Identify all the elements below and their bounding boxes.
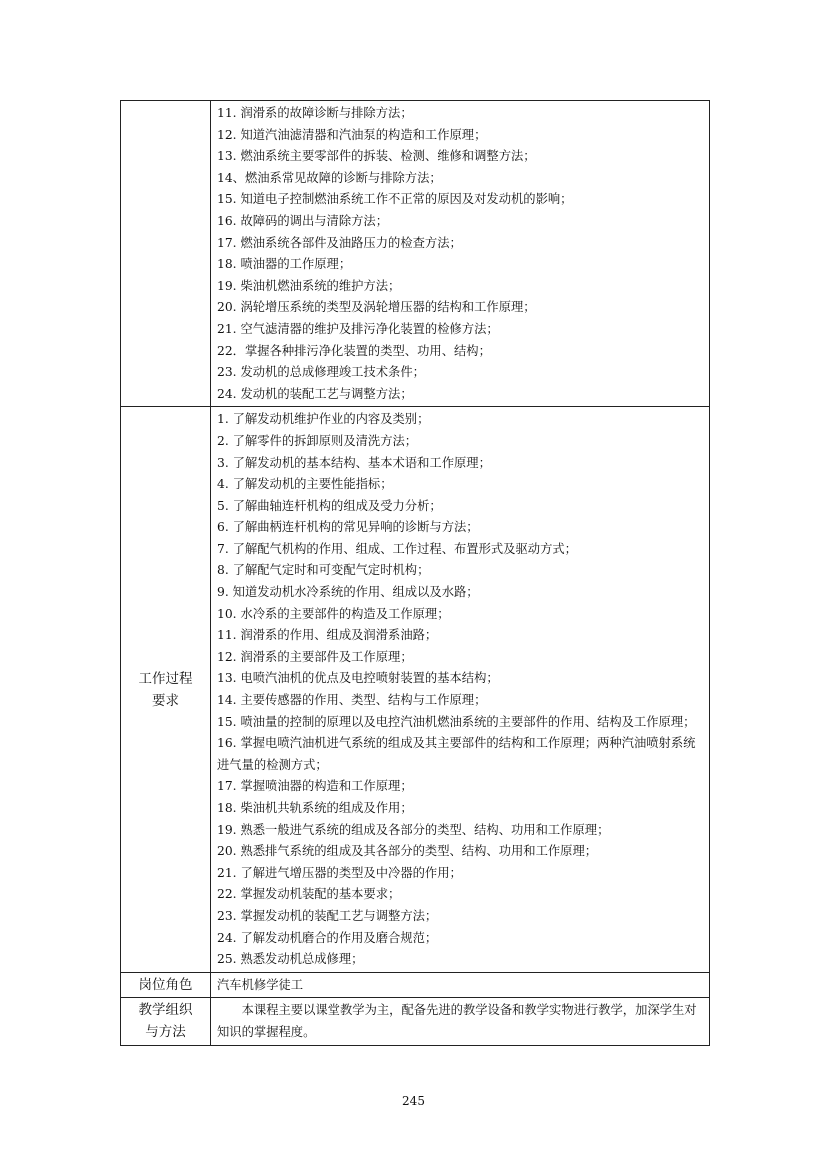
list-item: 18. 喷油器的工作原理；: [217, 257, 352, 272]
list-item: 8. 了解配气定时和可变配气定时机构；: [217, 563, 430, 578]
list-item: 1. 了解发动机维护作业的内容及类别；: [217, 412, 430, 427]
label-line: 与方法: [145, 1024, 186, 1041]
list-item: 13. 电喷汽油机的优点及电控喷射装置的基本结构；: [217, 671, 499, 686]
table-row-work-process: [121, 407, 710, 972]
list-item: 5. 了解曲轴连杆机构的组成及受力分析；: [217, 498, 442, 513]
label-line: 教学组织: [138, 1002, 193, 1019]
label-cell-teaching-method: [121, 998, 211, 1045]
table-row-teaching-method: [121, 998, 710, 1045]
list-item: 19. 柴油机燃油系统的维护方法；: [217, 278, 401, 293]
content-cell-continued-items: [211, 101, 710, 407]
list-item: 24. 发动机的装配工艺与调整方法；: [217, 386, 413, 401]
list-item: 20. 熟悉排气系统的组成及其各部分的类型、结构、功用和工作原理；: [217, 844, 598, 859]
label-cell-role: 岗位角色: [121, 972, 211, 998]
list-item: 11. 润滑系的故障诊断与排除方法；: [217, 106, 413, 120]
list-item: 25. 熟悉发动机总成修理；: [217, 952, 364, 967]
list-item: 22. 掌握发动机装配的基本要求；: [217, 887, 401, 902]
list-item: 13. 燃油系统主要零部件的拆装、检测、维修和调整方法；: [217, 149, 536, 164]
list-item: 23. 掌握发动机的装配工艺与调整方法；: [217, 908, 438, 923]
role-value: 汽车机修学徒工: [217, 977, 304, 992]
list-item: 3. 了解发动机的基本结构、基本术语和工作原理；: [217, 455, 491, 470]
page-number: 245: [402, 1094, 425, 1108]
list-item: 22．掌握各种排污净化装置的类型、功用、结构；: [217, 343, 491, 358]
list-item: 9. 知道发动机水冷系统的作用、组成以及水路；: [217, 585, 479, 600]
teaching-method-text: 本课程主要以课堂教学为主，配备先进的教学设备和教学实物进行教学，加深学生对知识的掌握程度。: [217, 1003, 697, 1039]
list-item: 15. 知道电子控制燃油系统工作不正常的原因及对发动机的影响；: [217, 192, 573, 207]
list-item: 21. 了解进气增压器的类型及中冷器的作用；: [217, 865, 462, 880]
list-item: 12. 知道汽油滤清器和汽油泵的构造和工作原理；: [217, 127, 487, 142]
table-row-role: [121, 972, 710, 998]
list-item: 18. 柴油机共轨系统的组成及作用；: [217, 801, 413, 815]
list-item: 16. 掌握电喷汽油机进气系统的组成及其主要部件的结构和工作原理；两种汽油喷射系统进气量的检测方式；: [217, 736, 696, 772]
list-item: 16. 故障码的调出与清除方法；: [217, 213, 389, 228]
list-item: 2. 了解零件的拆卸原则及清洗方法；: [217, 433, 418, 448]
list-item: 12. 润滑系的主要部件及工作原理；: [217, 649, 413, 664]
content-cell-teaching-method: [211, 998, 710, 1045]
content-cell-work-process: [211, 407, 710, 972]
list-item: 14、燃油系常见故障的诊断与排除方法；: [217, 170, 442, 185]
content-cell-role: [211, 972, 710, 998]
label-line: 要求: [152, 692, 179, 709]
list-item: 17. 掌握喷油器的构造和工作原理；: [217, 779, 413, 794]
list-item: 24. 了解发动机磨合的作用及磨合规范；: [217, 930, 438, 945]
label-line: 工作过程: [138, 670, 193, 687]
table-row-continuation: [121, 101, 710, 407]
label-cell-work-process: [121, 407, 211, 972]
course-table: [120, 100, 710, 1046]
list-item: 11. 润滑系的作用、组成及润滑系油路；: [217, 628, 438, 643]
list-item: 17. 燃油系统各部件及油路压力的检查方法；: [217, 235, 462, 250]
list-item: 23. 发动机的总成修理竣工技术条件；: [217, 365, 425, 380]
list-item: 14. 主要传感器的作用、类型、结构与工作原理；: [217, 693, 487, 708]
list-item: 15. 喷油量的控制的原理以及电控汽油机燃油系统的主要部件的作用、结构及工作原理；: [217, 714, 696, 729]
list-item: 19. 熟悉一般进气系统的组成及各部分的类型、结构、功用和工作原理；: [217, 822, 610, 837]
label-cell-empty: [121, 101, 211, 407]
list-item: 7. 了解配气机构的作用、组成、工作过程、布置形式及驱动方式；: [217, 541, 577, 556]
list-item: 4. 了解发动机的主要性能指标；: [217, 477, 393, 492]
list-item: 20. 涡轮增压系统的类型及涡轮增压器的结构和工作原理；: [217, 300, 536, 315]
list-item: 6. 了解曲柄连杆机构的常见异响的诊断与方法；: [217, 520, 479, 535]
list-item: 10. 水冷系的主要部件的构造及工作原理；: [217, 606, 450, 621]
list-item: 21. 空气滤清器的维护及排污净化装置的检修方法；: [217, 321, 499, 336]
